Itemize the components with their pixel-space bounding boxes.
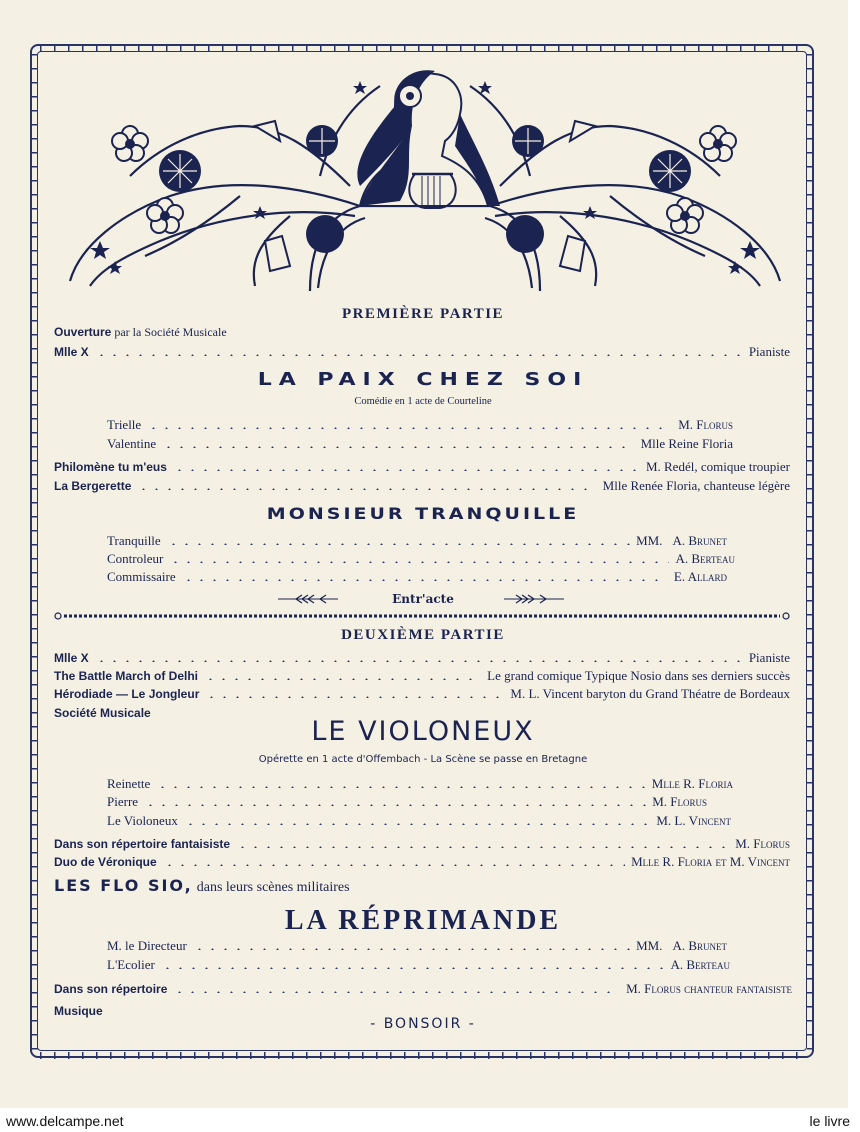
actor-name: A. Berteau <box>675 551 735 566</box>
actor-name: Mlle Reine Floria <box>640 436 733 451</box>
cast-row <box>107 533 727 549</box>
song-performer: M. Florus chanteur fantaisiste <box>626 981 792 996</box>
dot-leader <box>147 427 672 429</box>
actor-name: E. Allard <box>673 569 727 584</box>
footer-website: www.delcampe.net <box>6 1113 124 1129</box>
song-title: Dans son répertoire fantaisiste <box>54 837 231 851</box>
program-row <box>54 650 790 666</box>
dot-leader <box>173 469 640 471</box>
part1-title: PREMIÈRE PARTIE <box>341 306 505 322</box>
role-name: L'Ecolier <box>107 957 155 972</box>
border-ticks-right <box>807 54 814 1050</box>
song-title: Philomène tu m'eus <box>54 460 167 474</box>
song-row <box>54 478 790 494</box>
mlle-x-value: Pianiste <box>748 344 790 359</box>
musique-label: Musique <box>54 1004 103 1018</box>
dot-leader <box>236 846 729 848</box>
cast-row <box>107 551 735 567</box>
dot-leader <box>205 696 504 698</box>
item-performer: Le grand comique Typique Nosio dans ses derniers succès <box>487 668 790 683</box>
cast-row <box>107 938 727 954</box>
dot-leader <box>163 864 625 866</box>
role-name: Commissaire <box>107 569 176 584</box>
flosio-line <box>54 876 350 896</box>
song-title: Duo de Véronique <box>54 855 157 869</box>
footer-label: le livre <box>809 1113 850 1129</box>
art-nouveau-woman-with-lyre-illustration <box>60 66 790 296</box>
part2-title: DEUXIÈME PARTIE <box>341 627 505 643</box>
song-title: Dans son répertoire <box>54 982 168 996</box>
actor-name: A. Brunet <box>672 938 727 953</box>
dot-leader <box>161 967 665 969</box>
program-row <box>54 668 790 684</box>
play3-title: LE VIOLONEUX <box>311 716 535 747</box>
actor-name: Mlle R. Floria <box>651 776 733 791</box>
play4-title: LA RÉPRIMANDE <box>284 905 562 936</box>
actor-name: M. L. Vincent <box>656 813 731 828</box>
cast-row <box>107 813 731 829</box>
role-name: Controleur <box>107 551 164 566</box>
actor-name: M. Florus <box>678 417 733 432</box>
item-title: Hérodiade — Le Jongleur <box>54 687 200 701</box>
role-name: Valentine <box>107 436 157 451</box>
border-ticks-bottom <box>40 1052 804 1059</box>
actor-name: M. Florus <box>652 794 707 809</box>
footer-strip <box>0 1108 860 1132</box>
dot-leader <box>182 579 668 581</box>
role-name: Le Violoneux <box>107 813 178 828</box>
item-performer: Pianiste <box>748 650 790 665</box>
right-laurel-icon <box>502 593 566 605</box>
ouverture-line <box>54 325 227 340</box>
actor-name: A. Berteau <box>670 957 730 972</box>
border-ticks-left <box>31 54 38 1050</box>
song-performer: Mlle Renée Floria, chanteuse légère <box>602 478 790 493</box>
play3-subtitle: Opérette en 1 acte d'Offembach - La Scène se passe en Bretagne <box>258 754 588 765</box>
cast-row <box>107 569 727 585</box>
dot-leader <box>204 678 481 680</box>
mlle-x-label: Mlle X <box>54 345 89 359</box>
section-divider <box>54 612 790 620</box>
song-row <box>54 854 790 870</box>
role-name: Reinette <box>107 776 151 791</box>
item-performer: M. L. Vincent baryton du Grand Théatre de Bordeaux <box>510 686 790 701</box>
border-ticks-top <box>40 45 804 52</box>
cast-row <box>107 957 730 973</box>
cast-row <box>107 436 733 452</box>
item-title: The Battle March of Delhi <box>54 669 199 683</box>
actor-name: A. Brunet <box>672 533 727 548</box>
song-performer: Mlle R. Floria et M. Vincent <box>631 854 790 869</box>
actor-prefix: MM. <box>636 533 663 548</box>
dot-leader <box>95 354 743 356</box>
cast-row <box>107 776 733 792</box>
dot-leader <box>156 786 645 788</box>
dot-leader <box>169 561 669 563</box>
dot-leader <box>95 660 743 662</box>
societe-musicale: Société Musicale <box>54 706 151 720</box>
ouverture-rest: par la Société Musicale <box>114 325 227 339</box>
dot-leader <box>144 804 646 806</box>
song-title: La Bergerette <box>54 479 132 493</box>
role-name: Pierre <box>107 794 139 809</box>
role-name: Trielle <box>107 417 142 432</box>
song-row <box>54 981 792 997</box>
dot-leader <box>137 488 596 490</box>
role-name: Tranquille <box>107 533 161 548</box>
mlle-x-row <box>54 344 790 360</box>
song-row <box>54 459 790 475</box>
flosio-name: LES FLO SIO, <box>54 876 193 895</box>
program-row <box>54 686 790 702</box>
play1-title: LA PAIX CHEZ SOI <box>257 369 589 390</box>
ouverture-label: Ouverture <box>54 325 112 339</box>
flosio-rest: dans leurs scènes militaires <box>196 880 350 895</box>
cast-row <box>107 794 707 810</box>
dot-leader <box>167 543 630 545</box>
dot-leader <box>173 991 620 993</box>
dot-leader <box>162 446 634 448</box>
role-name: M. le Directeur <box>107 938 187 953</box>
song-performer: M. Florus <box>735 836 790 851</box>
entracte-label: Entr'acte <box>392 592 454 606</box>
play2-title: MONSIEUR TRANQUILLE <box>266 504 580 524</box>
item-title: Mlle X <box>54 651 89 665</box>
cast-row <box>107 417 733 433</box>
dot-leader <box>184 823 651 825</box>
dot-leader <box>193 948 630 950</box>
bonsoir-text: - BONSOIR - <box>370 1016 476 1032</box>
song-performer: M. Redél, comique troupier <box>645 459 790 474</box>
play1-subtitle: Comédie en 1 acte de Courteline <box>354 396 492 407</box>
actor-prefix: MM. <box>636 938 663 953</box>
song-row <box>54 836 790 852</box>
